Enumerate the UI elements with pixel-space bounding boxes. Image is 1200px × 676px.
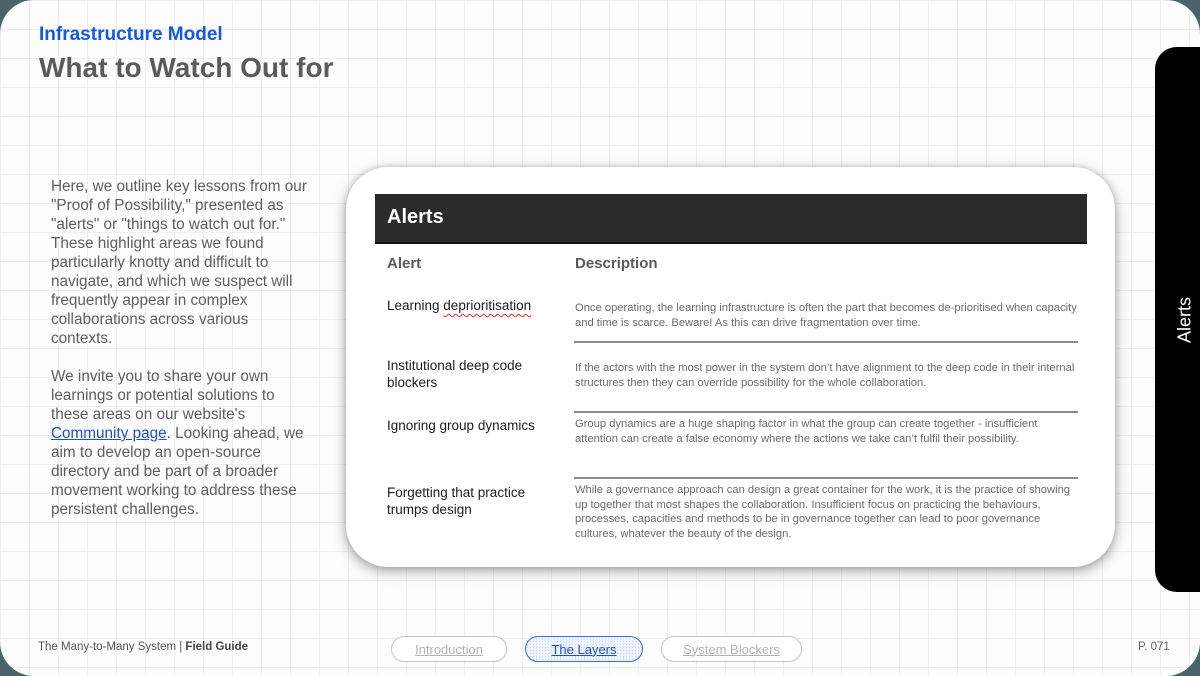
- publication-title: The Many-to-Many System |: [38, 641, 186, 653]
- page-number: P. 071: [1138, 641, 1170, 653]
- alert-description: Group dynamics are a huge shaping factor in what the group can create together - insufficient attention can create a false economy where the actions we take can’t fulfil their possibility.: [575, 418, 1038, 445]
- nav-pill-system-blockers[interactable]: System Blockers: [661, 636, 802, 662]
- column-header-description: Description: [575, 255, 658, 272]
- section-eyebrow: Infrastructure Model: [39, 24, 223, 45]
- alerts-card-title: Alerts: [387, 206, 444, 228]
- column-header-alert: Alert: [387, 255, 422, 272]
- alert-description: If the actors with the most power in the system don’t have alignment to the deep code in their internal structures then they can override possibility for the whole collaboration.: [575, 362, 1075, 389]
- intro-text: [51, 177, 313, 538]
- alerts-card: [346, 167, 1115, 567]
- row-divider: [574, 411, 1078, 413]
- publication-subtitle: Field Guide: [185, 641, 249, 653]
- row-divider: [574, 477, 1078, 479]
- page-title: What to Watch Out for: [39, 52, 334, 83]
- alert-description: Once operating, the learning infrastructure is often the part that becomes de-prioritised when capacity and time is scarce. Beware! As this can drive fragmentation over time.: [575, 302, 1077, 329]
- alert-description: While a governance approach can design a great container for the work, it is the practice of showing up together that most shapes the collaboration. Insufficient focus on practicing the behaviours, processes, capacities and methods to be in governance together can lead to poor governance cultures, whatever the beauty of the design.: [575, 484, 1071, 540]
- alert-name: Ignoring group dynamics: [387, 418, 535, 433]
- spellcheck-flagged-word: deprioritisation: [443, 298, 532, 313]
- nav-pill-introduction[interactable]: Introduction: [391, 636, 507, 662]
- alert-name: Forgetting that practice trumps design: [387, 485, 526, 517]
- nav-pill-the-layers[interactable]: The Layers: [525, 636, 643, 662]
- publication-name: [38, 641, 248, 653]
- intro-text-span: We invite you to share your own learnings or potential solutions to these areas on our website's: [51, 368, 275, 423]
- intro-paragraph-1: Here, we outline key lessons from our "Proof of Possibility," presented as "alerts" or "things to watch out for." These highlight areas we found particularly knotty and difficult to navigate, and which we suspect will frequently appear in complex collaborations across various contexts.: [51, 178, 307, 347]
- side-tab-alerts[interactable]: [1155, 47, 1200, 592]
- alert-name: [387, 297, 567, 314]
- alerts-card-header: [375, 194, 1087, 244]
- side-tab-label: Alerts: [1174, 296, 1195, 343]
- intro-paragraph-2: [51, 367, 313, 519]
- alert-name-text: Learning: [387, 298, 444, 313]
- intro-text-span: . Looking ahead, we aim to develop an open-source directory and be part of a broader movement working to address these persistent challenges.: [51, 425, 304, 518]
- row-divider: [574, 341, 1078, 343]
- alert-name: Institutional deep code blockers: [387, 358, 523, 390]
- community-page-link[interactable]: Community page: [51, 425, 167, 442]
